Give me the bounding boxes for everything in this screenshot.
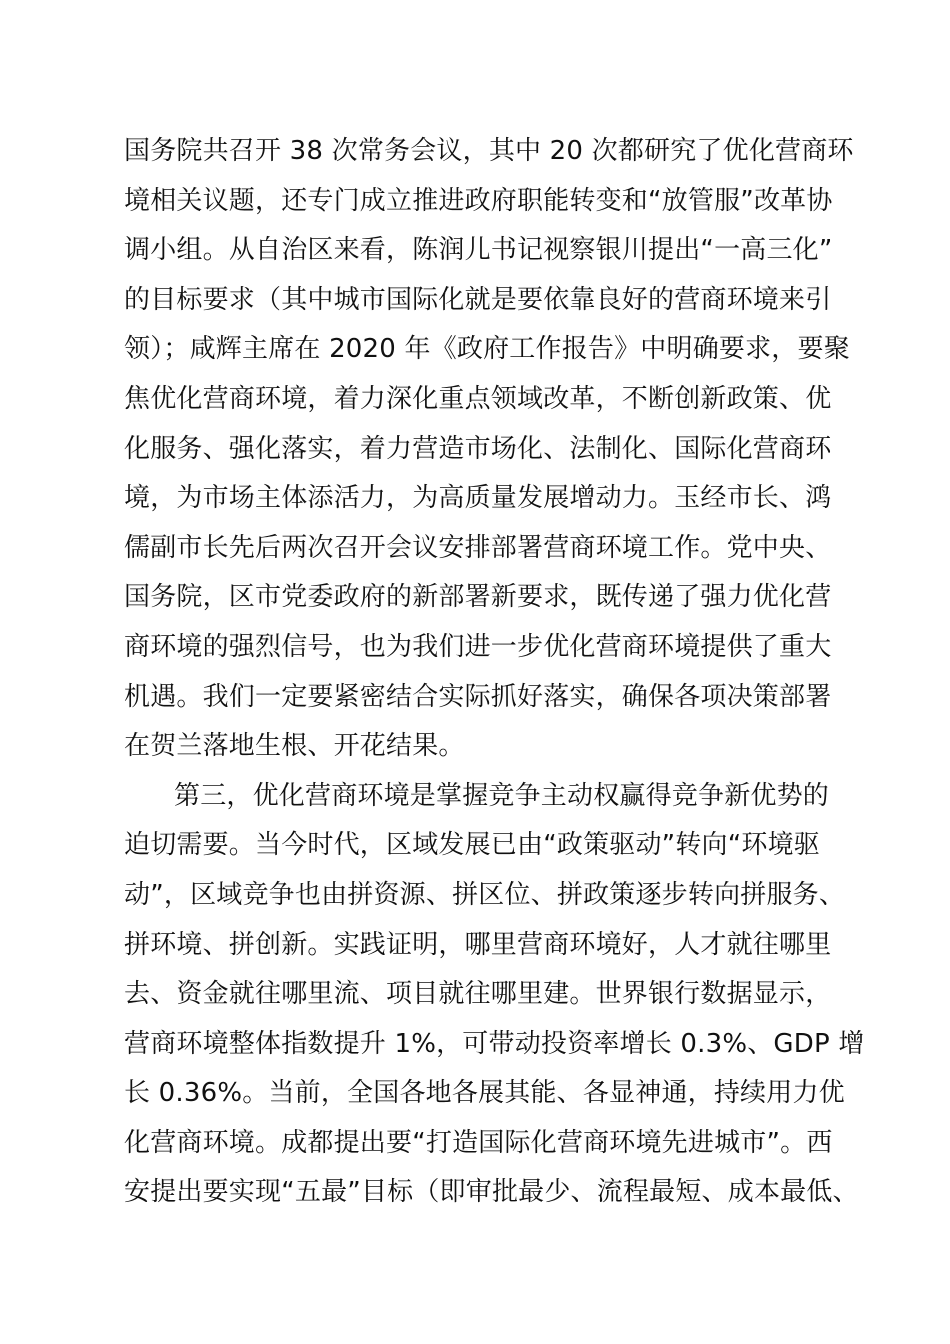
text-line: 化营商环境。成都提出要“打造国际化营商环境先进城市”。西: [124, 1127, 833, 1158]
text-line: 迫切需要。当今时代，区域发展已由“政策驱动”转向“环境驱: [124, 830, 821, 861]
text-line: 国务院，区市党委政府的新部署新要求，既传递了强力优化营: [124, 582, 832, 613]
text-line: 营商环境整体指数提升 1%，可带动投资率增长 0.3%、GDP 增: [124, 1028, 865, 1059]
text-line: 安提出要实现“五最”目标（即审批最少、流程最短、成本最低、: [124, 1177, 859, 1208]
text-line: 儒副市长先后两次召开会议安排部署营商环境工作。党中央、: [124, 532, 832, 563]
text-line: 的目标要求（其中城市国际化就是要依靠良好的营商环境来引: [124, 284, 832, 315]
text-line: 动”，区域竞争也由拼资源、拼区位、拼政策逐步转向拼服务、: [124, 879, 846, 910]
text-line: 在贺兰落地生根、开花结果。: [124, 731, 465, 762]
text-line: 去、资金就往哪里流、项目就往哪里建。世界银行数据显示，: [124, 979, 832, 1010]
text-line: 领）；咸辉主席在 2020 年《政府工作报告》中明确要求，要聚: [124, 334, 850, 365]
text-line: 化服务、强化落实，着力营造市场化、法制化、国际化营商环: [124, 433, 832, 464]
text-line: 拼环境、拼创新。实践证明，哪里营商环境好，人才就往哪里: [124, 929, 832, 960]
text-line: 长 0.36%。当前，全国各地各展其能、各显神通，持续用力优: [124, 1078, 845, 1109]
body-text: [124, 127, 865, 1218]
text-line: 机遇。我们一定要紧密结合实际抓好落实，确保各项决策部署: [124, 681, 832, 712]
paragraph-start-line: 第三，优化营商环境是掌握竞争主动权赢得竞争新优势的: [174, 780, 830, 811]
text-line: 境相关议题，还专门成立推进政府职能转变和“放管服”改革协: [124, 185, 833, 216]
text-line: 国务院共召开 38 次常务会议，其中 20 次都研究了优化营商环: [124, 136, 854, 166]
text-line: 焦优化营商环境，着力深化重点领域改革，不断创新政策、优: [124, 383, 832, 414]
text-line: 调小组。从自治区来看，陈润儿书记视察银川提出“一高三化”: [124, 235, 833, 266]
text-line: 商环境的强烈信号，也为我们进一步优化营商环境提供了重大: [124, 631, 832, 662]
text-line: 境，为市场主体添活力，为高质量发展增动力。玉经市长、鸿: [124, 483, 832, 514]
